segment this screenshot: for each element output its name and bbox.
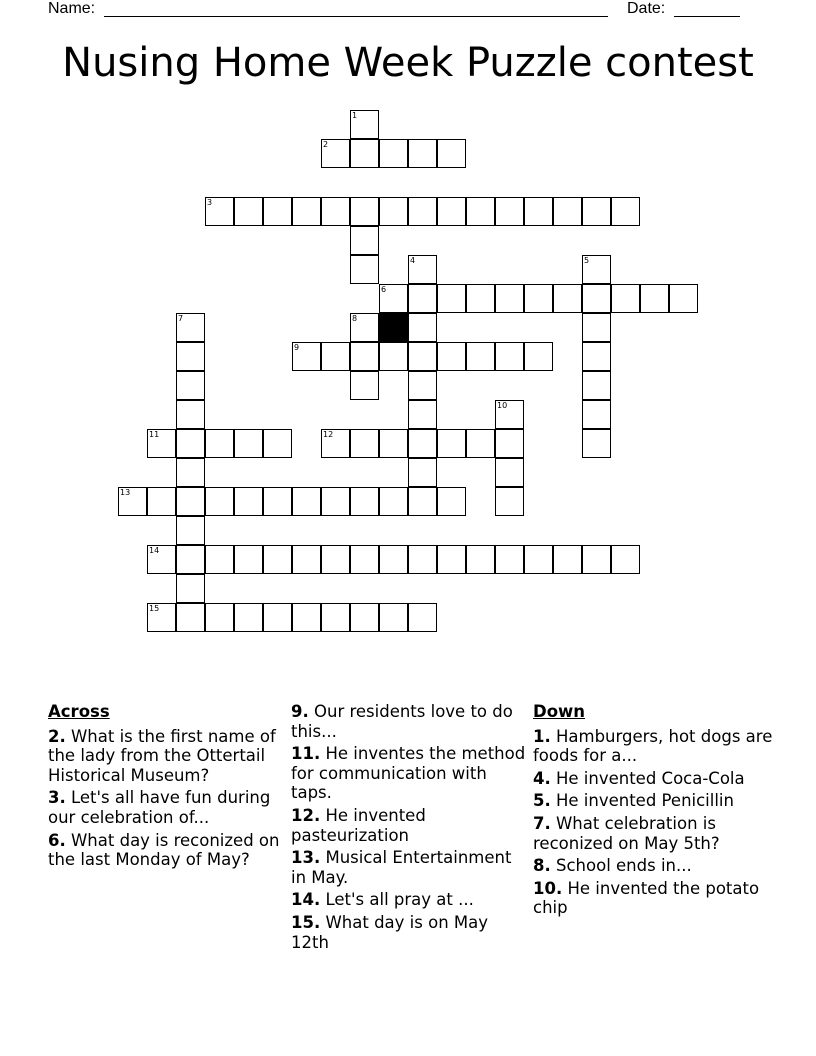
down-heading: Down: [533, 702, 586, 721]
across-clue: 12. He invented pasteurization: [291, 805, 426, 845]
grid-cell[interactable]: [379, 197, 408, 226]
grid-cell[interactable]: [263, 429, 292, 458]
grid-cell[interactable]: [408, 400, 437, 429]
across-clue: 6. What day is reconized on the last Monday of May?: [48, 830, 280, 870]
grid-cell[interactable]: [321, 197, 350, 226]
grid-cell[interactable]: [350, 197, 379, 226]
grid-cell[interactable]: [263, 603, 292, 632]
grid-cell[interactable]: [437, 487, 466, 516]
clue-number: 6: [381, 285, 387, 294]
grid-cell[interactable]: [640, 284, 669, 313]
grid-cell[interactable]: [466, 342, 495, 371]
grid-cell[interactable]: [176, 458, 205, 487]
grid-cell[interactable]: [582, 429, 611, 458]
grid-cell[interactable]: [582, 342, 611, 371]
clue-number: 13: [120, 488, 131, 497]
clue-number: 15: [149, 604, 160, 613]
grid-cell[interactable]: [611, 545, 640, 574]
grid-cell[interactable]: [147, 429, 176, 458]
name-label: Name:: [48, 0, 96, 17]
grid-cell[interactable]: [176, 574, 205, 603]
grid-cell[interactable]: [524, 342, 553, 371]
clue-number: 12: [323, 430, 334, 439]
down-clue: 4. He invented Coca-Cola: [533, 768, 745, 788]
clues-column-1: [48, 702, 280, 873]
grid-cell[interactable]: [350, 313, 379, 342]
grid-cell[interactable]: [437, 284, 466, 313]
puzzle-title: Nusing Home Week Puzzle contest: [62, 40, 754, 86]
clue-number: 3: [207, 198, 213, 207]
grid-cell[interactable]: [582, 400, 611, 429]
grid-cell[interactable]: [292, 197, 321, 226]
grid-cell[interactable]: [582, 545, 611, 574]
grid-cell[interactable]: [350, 139, 379, 168]
grid-cell[interactable]: [495, 197, 524, 226]
grid-cell[interactable]: [553, 545, 582, 574]
grid-cell[interactable]: [379, 284, 408, 313]
grid-cell[interactable]: [234, 197, 263, 226]
grid-cell[interactable]: [408, 458, 437, 487]
black-square: [379, 313, 408, 342]
grid-cell[interactable]: [408, 487, 437, 516]
grid-cell[interactable]: [234, 545, 263, 574]
across-clue: 13. Musical Entertainment in May.: [291, 848, 512, 887]
grid-cell[interactable]: [205, 197, 234, 226]
grid-cell[interactable]: [147, 487, 176, 516]
grid-cell[interactable]: [234, 429, 263, 458]
grid-cell[interactable]: [321, 429, 350, 458]
grid-cell[interactable]: [379, 603, 408, 632]
down-clue: 5. He invented Penicillin: [533, 791, 734, 811]
grid-cell[interactable]: [176, 400, 205, 429]
clue-number: 10: [497, 401, 508, 410]
clue-number: 1: [352, 111, 358, 120]
grid-cell[interactable]: [495, 342, 524, 371]
clue-number: 14: [149, 546, 160, 555]
grid-cell[interactable]: [176, 487, 205, 516]
grid-cell[interactable]: [437, 139, 466, 168]
grid-cell[interactable]: [118, 487, 147, 516]
grid-cell[interactable]: [350, 603, 379, 632]
grid-cell[interactable]: [437, 429, 466, 458]
grid-cell[interactable]: [350, 545, 379, 574]
grid-cell[interactable]: [524, 284, 553, 313]
grid-cell[interactable]: [234, 603, 263, 632]
grid-cell[interactable]: [176, 371, 205, 400]
grid-cell[interactable]: [408, 255, 437, 284]
clue-number: 4: [410, 256, 416, 265]
grid-cell[interactable]: [495, 458, 524, 487]
grid-cell[interactable]: [263, 487, 292, 516]
grid-cell[interactable]: [350, 226, 379, 255]
grid-cell[interactable]: [205, 429, 234, 458]
grid-cell[interactable]: [466, 197, 495, 226]
grid-cell[interactable]: [176, 603, 205, 632]
grid-cell[interactable]: [292, 603, 321, 632]
grid-cell[interactable]: [582, 313, 611, 342]
grid-cell[interactable]: [495, 487, 524, 516]
across-clue: 9. Our residents love to do this...: [291, 702, 513, 741]
grid-cell[interactable]: [321, 487, 350, 516]
grid-cell[interactable]: [379, 545, 408, 574]
grid-cell[interactable]: [379, 342, 408, 371]
grid-cell[interactable]: [408, 342, 437, 371]
grid-cell[interactable]: [379, 139, 408, 168]
grid-cell[interactable]: [379, 429, 408, 458]
across-clue: 2. What is the first name of the lady from the Ottertail Historical Museum?: [48, 726, 276, 785]
grid-cell[interactable]: [524, 197, 553, 226]
grid-cell[interactable]: [466, 284, 495, 313]
grid-cell[interactable]: [350, 342, 379, 371]
grid-cell[interactable]: [263, 197, 292, 226]
date-label: Date:: [627, 0, 666, 17]
grid-cell[interactable]: [176, 516, 205, 545]
grid-cell[interactable]: [147, 545, 176, 574]
grid-cell[interactable]: [553, 197, 582, 226]
grid-cell[interactable]: [292, 487, 321, 516]
grid-cell[interactable]: [495, 545, 524, 574]
across-clue: 15. What day is on May 12th: [291, 912, 489, 952]
grid-cell[interactable]: [408, 197, 437, 226]
clue-number: 8: [352, 314, 358, 323]
grid-cell[interactable]: [176, 429, 205, 458]
grid-cell[interactable]: [205, 603, 234, 632]
grid-cell[interactable]: [350, 371, 379, 400]
grid-cell[interactable]: [292, 342, 321, 371]
clues-column-2: [291, 702, 527, 955]
down-clue: 10. He invented the potato chip: [533, 878, 760, 918]
grid-cell[interactable]: [205, 487, 234, 516]
grid-cell[interactable]: [495, 429, 524, 458]
grid-cell[interactable]: [321, 139, 350, 168]
grid-cell[interactable]: [321, 603, 350, 632]
grid-cell[interactable]: [408, 603, 437, 632]
grid-cell[interactable]: [234, 487, 263, 516]
clue-number: 2: [323, 140, 329, 149]
grid-cell[interactable]: [437, 342, 466, 371]
grid-cell[interactable]: [408, 545, 437, 574]
grid-cell[interactable]: [408, 284, 437, 313]
grid-cell[interactable]: [466, 545, 495, 574]
grid-cell[interactable]: [495, 284, 524, 313]
grid-cell[interactable]: [669, 284, 698, 313]
grid-cell[interactable]: [350, 255, 379, 284]
grid-cell[interactable]: [408, 371, 437, 400]
clue-number: 9: [294, 343, 300, 352]
grid-cell[interactable]: [553, 284, 582, 313]
clue-number: 5: [584, 256, 590, 265]
grid-cell[interactable]: [408, 139, 437, 168]
grid-cell[interactable]: [263, 545, 292, 574]
grid-cell[interactable]: [350, 110, 379, 139]
grid-cell[interactable]: [147, 603, 176, 632]
grid-cell[interactable]: [466, 429, 495, 458]
grid-cell[interactable]: [437, 545, 466, 574]
grid-cell[interactable]: [379, 487, 408, 516]
across-heading: Across: [48, 702, 110, 721]
grid-cell[interactable]: [205, 545, 234, 574]
grid-cell[interactable]: [495, 400, 524, 429]
down-clue: 1. Hamburgers, hot dogs are foods for a...: [533, 726, 773, 766]
grid-cell[interactable]: [350, 487, 379, 516]
grid-cell[interactable]: [524, 545, 553, 574]
grid-cell[interactable]: [582, 197, 611, 226]
grid-cell[interactable]: [437, 197, 466, 226]
grid-cell[interactable]: [176, 342, 205, 371]
across-clue: 14. Let's all pray at ...: [291, 890, 474, 910]
clue-number: 7: [178, 314, 184, 323]
grid-cell[interactable]: [408, 313, 437, 342]
grid-cell[interactable]: [611, 197, 640, 226]
grid-cell[interactable]: [408, 429, 437, 458]
grid-cell[interactable]: [321, 545, 350, 574]
grid-cell[interactable]: [292, 545, 321, 574]
across-clue: 11. He inventes the method for communication with taps.: [291, 744, 526, 803]
grid-cell[interactable]: [321, 342, 350, 371]
grid-cell[interactable]: [582, 255, 611, 284]
grid-cell[interactable]: [582, 371, 611, 400]
down-clue: 7. What celebration is reconized on May 5th?: [533, 813, 720, 853]
down-clue: 8. School ends in...: [533, 856, 692, 876]
grid-cell[interactable]: [176, 545, 205, 574]
across-clue: 3. Let's all have fun during our celebration of...: [48, 788, 271, 827]
clue-number: 11: [149, 430, 160, 439]
grid-cell[interactable]: [350, 429, 379, 458]
grid-cell[interactable]: [176, 313, 205, 342]
clues-column-3: [533, 702, 773, 921]
grid-cell[interactable]: [582, 284, 611, 313]
grid-cell[interactable]: [611, 284, 640, 313]
